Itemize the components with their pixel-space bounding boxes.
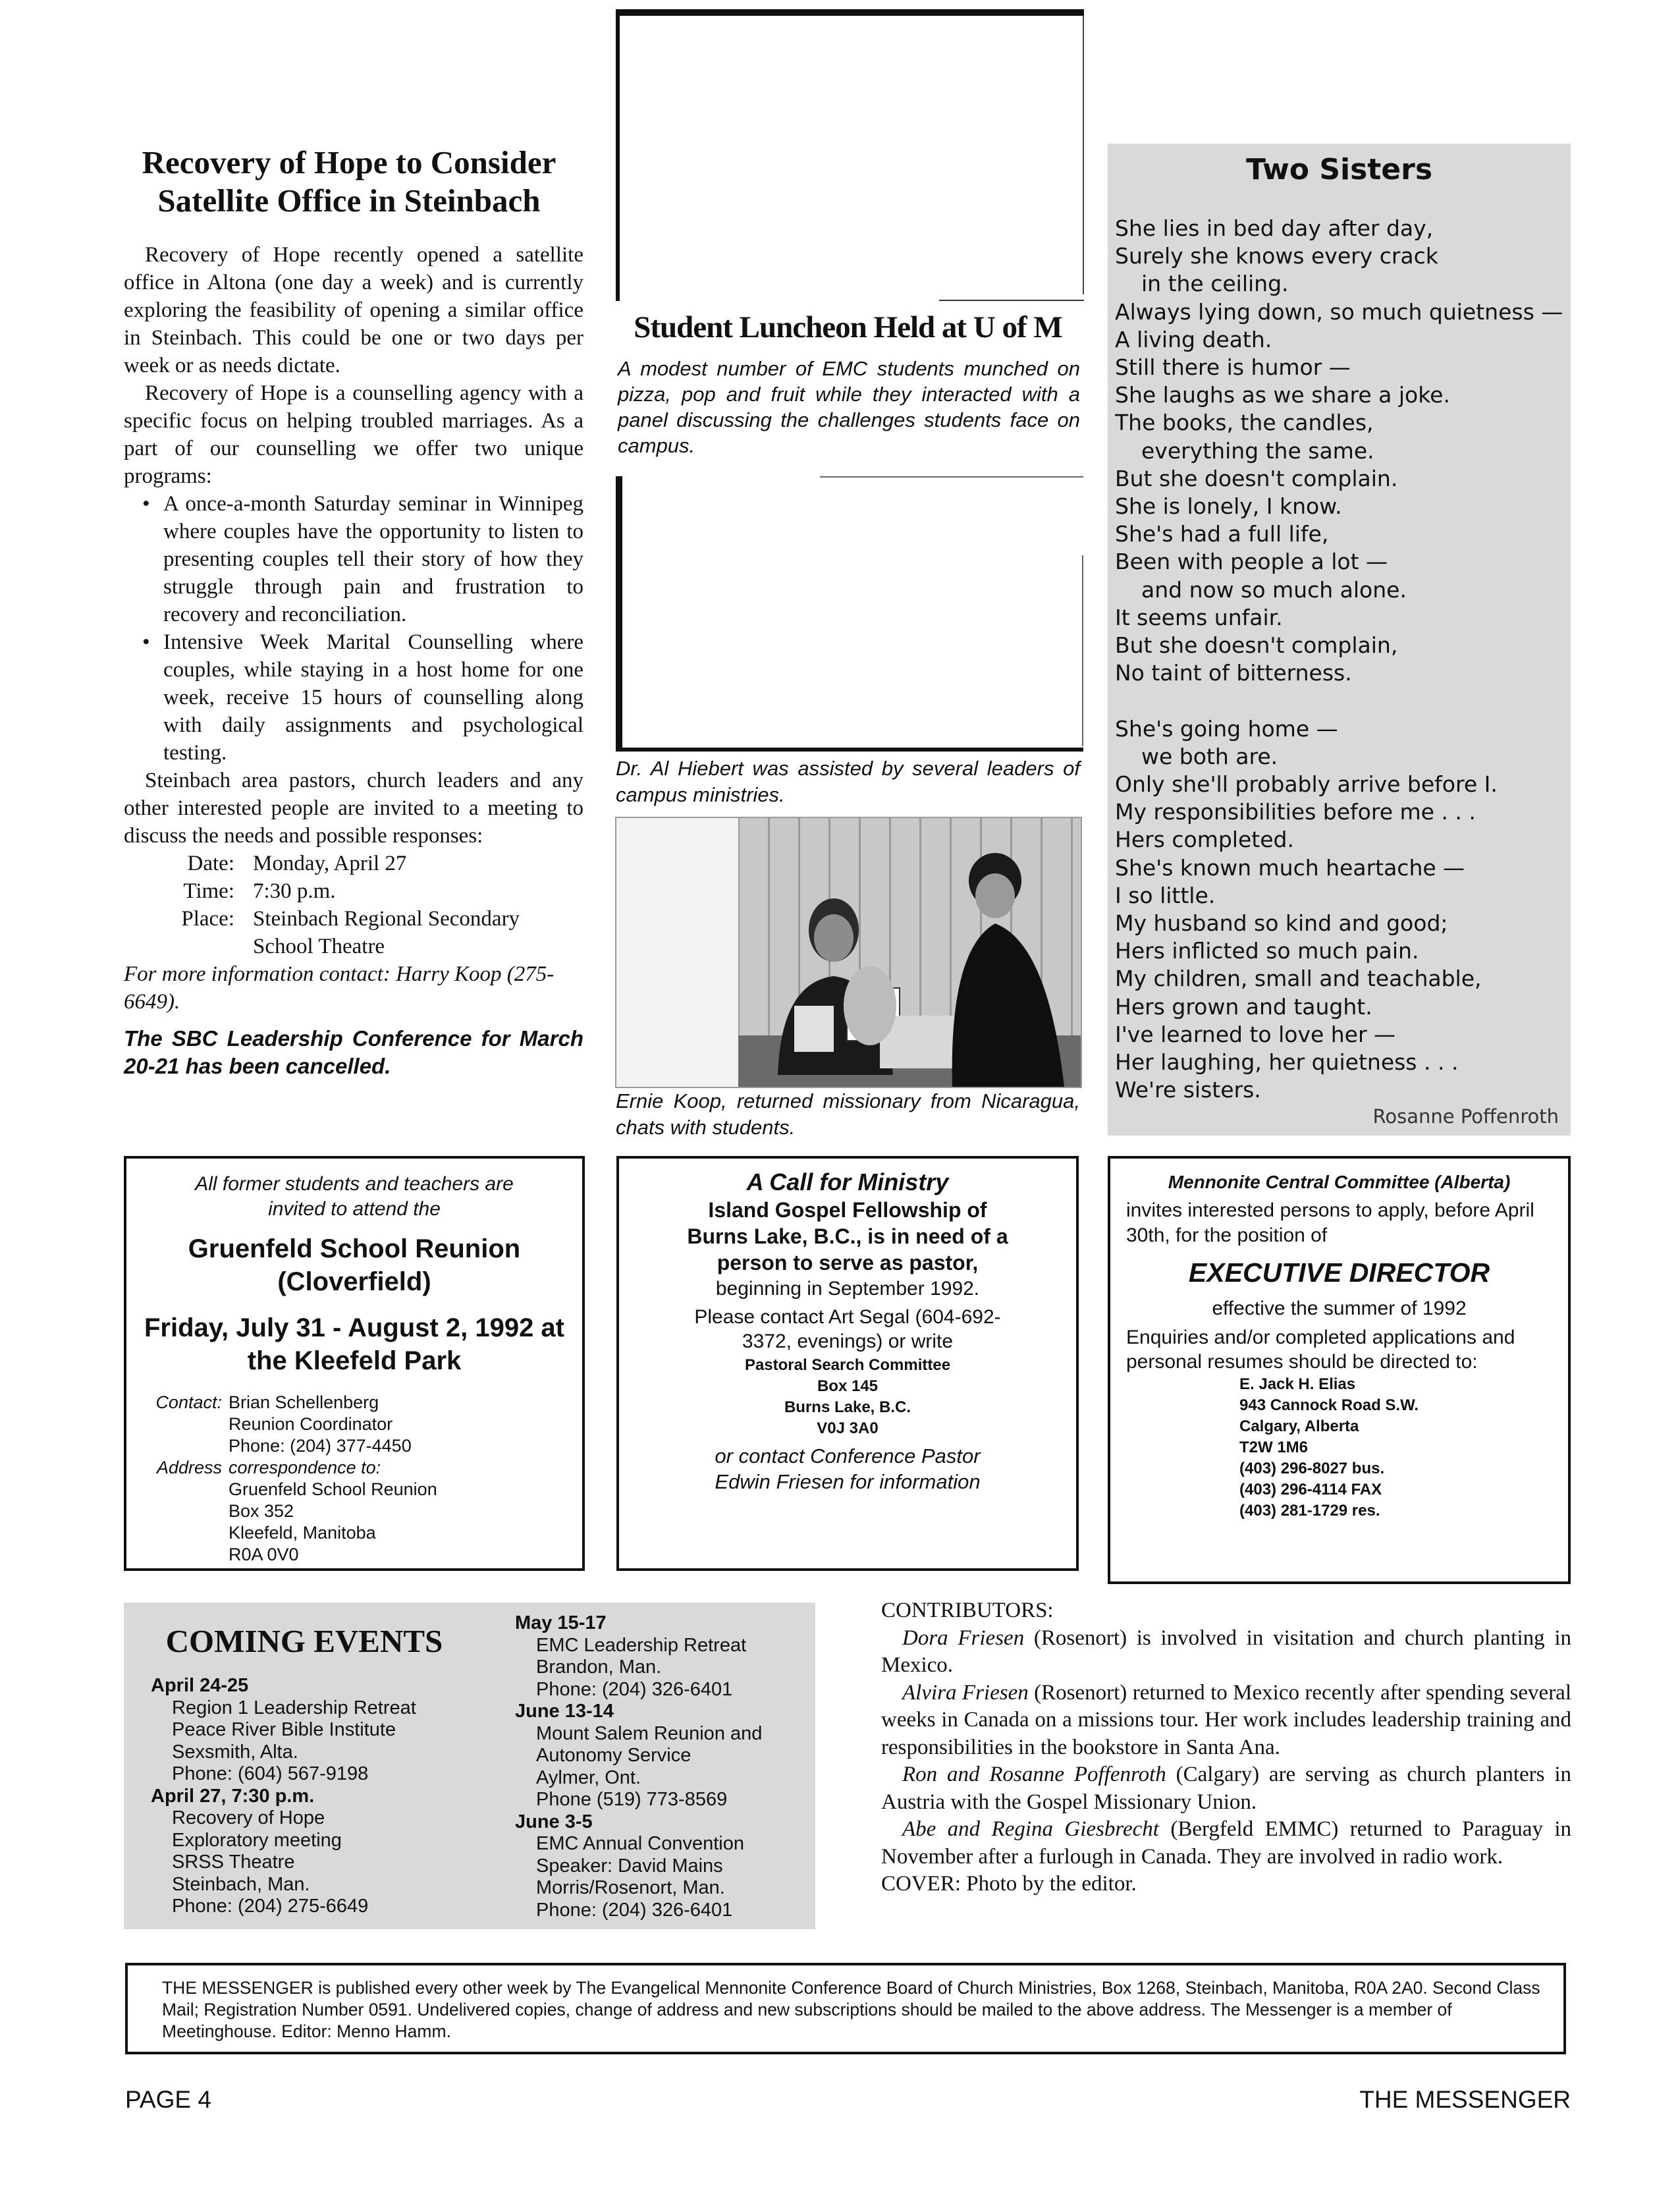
poem-line: We're sisters. bbox=[1115, 1077, 1261, 1103]
list-item: • Intensive Week Marital Counselling where couples, while staying in a host home for one week, receive 15 hours of counselling along with daily assignments and psychological testing. bbox=[163, 628, 583, 767]
poem-body bbox=[1115, 215, 1569, 1105]
ad-address bbox=[1110, 1374, 1568, 1522]
ad-begin: beginning in September 1992. bbox=[715, 1278, 980, 1300]
poem-line: I so little. bbox=[1115, 882, 1216, 908]
poem-line: Only she'll probably arrive before I. bbox=[1115, 771, 1498, 798]
article-title-recovery: Recovery of Hope to Consider Satellite Office in Steinbach bbox=[142, 144, 556, 219]
ad-alternate-contact: or contact Conference Pastor Edwin Friesen for information bbox=[715, 1444, 981, 1493]
article-body-student-luncheon: A modest number of EMC students munched on pizza, pop and fruit while they interacted with a panel discussing the challenges students face on campus. bbox=[618, 357, 1080, 457]
address-line: Pastoral Search Committee bbox=[744, 1356, 951, 1374]
ad-call-for-ministry bbox=[616, 1156, 1079, 1571]
contributor-entry bbox=[881, 1761, 1571, 1816]
event-line: Sexsmith, Alta. bbox=[172, 1741, 298, 1763]
event-line: Autonomy Service bbox=[536, 1745, 691, 1766]
ad-gruenfeld-reunion bbox=[124, 1156, 585, 1571]
poem-line: Always lying down, so much quietness — bbox=[1115, 298, 1563, 325]
meeting-details bbox=[124, 850, 583, 960]
photo-image bbox=[616, 818, 1081, 1087]
event-line: SRSS Theatre bbox=[172, 1851, 295, 1873]
events-column-2 bbox=[515, 1612, 811, 1921]
poem-line: Still there is humor — bbox=[1115, 354, 1351, 381]
contributor-text: (Rosenort) returned to Mexico recently after spending several weeks in Canada on a missions tour. Her work includes leadership training and responsibilities in the bookstore in Santa Ana. bbox=[881, 1680, 1571, 1759]
place-label: Place: bbox=[181, 907, 234, 931]
paragraph: Steinbach area pastors, church leaders and any other interested people are invited to a meeting to discuss the needs and possible responses: bbox=[124, 769, 583, 848]
program-list bbox=[124, 490, 583, 767]
poem-line: My responsibilities before me . . . bbox=[1115, 799, 1476, 825]
poem-line: She's known much heartache — bbox=[1115, 854, 1465, 881]
paragraph: Recovery of Hope is a counselling agency with a specific focus on helping troubled marriages. As a part of our counselling we offer two unique programs: bbox=[124, 381, 583, 488]
poem-line: My husband so kind and good; bbox=[1115, 910, 1448, 937]
poem-line: She's going home — bbox=[1115, 715, 1338, 742]
ad-intro: invites interested persons to apply, before April 30th, for the position of bbox=[1126, 1199, 1534, 1246]
poem-line: everything the same. bbox=[1141, 437, 1374, 464]
address-line: R0A 0V0 bbox=[229, 1545, 299, 1564]
ad-address bbox=[619, 1355, 1076, 1439]
poem-line: Surely she knows every crack bbox=[1115, 243, 1438, 269]
time-label: Time: bbox=[183, 879, 234, 903]
publication-name: THE MESSENGER bbox=[1359, 2086, 1571, 2113]
time-value: 7:30 p.m. bbox=[253, 879, 336, 903]
photo-caption-hiebert: Dr. Al Hiebert was assisted by several leaders of campus ministries. bbox=[616, 757, 1080, 806]
contributors-heading: CONTRIBUTORS: bbox=[881, 1599, 1054, 1622]
ad-effective: effective the summer of 1992 bbox=[1212, 1298, 1467, 1319]
poem-line bbox=[1115, 687, 1569, 715]
contributor-entry bbox=[881, 1625, 1571, 1680]
events-column-1 bbox=[151, 1675, 467, 1918]
ad-position: EXECUTIVE DIRECTOR bbox=[1188, 1257, 1490, 1288]
poem-line: But she doesn't complain. bbox=[1115, 465, 1398, 491]
poem-line: in the ceiling. bbox=[1141, 271, 1289, 297]
contributor-name: Alvira Friesen bbox=[902, 1680, 1029, 1705]
event-date: June 3-5 bbox=[515, 1811, 593, 1832]
contact-lines bbox=[229, 1392, 582, 1457]
event-line: Phone: (204) 326-6401 bbox=[536, 1678, 733, 1700]
address-line: (403) 296-8027 bus. bbox=[1239, 1460, 1385, 1477]
contact-line: Reunion Coordinator bbox=[229, 1414, 393, 1434]
poem-line: It seems unfair. bbox=[1115, 604, 1283, 630]
photo-border bbox=[820, 476, 1083, 478]
poem-line: But she doesn't complain, bbox=[1115, 632, 1398, 659]
address-line: Burns Lake, B.C. bbox=[784, 1398, 911, 1416]
poem-line: Been with people a lot — bbox=[1115, 549, 1388, 575]
ad-contact-block bbox=[126, 1392, 582, 1566]
poem-line: She laughs as we share a joke. bbox=[1115, 382, 1450, 408]
poem-title: Two Sisters bbox=[1245, 153, 1433, 186]
page-number: PAGE 4 bbox=[125, 2086, 211, 2113]
event-line: Phone: (204) 275-6649 bbox=[172, 1896, 369, 1917]
event-line: Peace River Bible Institute bbox=[172, 1719, 396, 1740]
event-date: April 27, 7:30 p.m. bbox=[151, 1785, 315, 1807]
poem-line: and now so much alone. bbox=[1141, 576, 1407, 603]
event-line: Mount Salem Reunion and bbox=[536, 1722, 763, 1744]
contributor-entry bbox=[881, 1680, 1571, 1762]
poem-line: She's had a full life, bbox=[1115, 521, 1329, 547]
photo-border bbox=[939, 300, 1084, 301]
event-line: EMC Leadership Retreat bbox=[536, 1634, 747, 1656]
poem-line: Hers completed. bbox=[1115, 827, 1294, 853]
photo-koop-with-students bbox=[615, 817, 1082, 1088]
contributor-text: (Calgary) are serving as church planters in Austria with the Gospel Missionary Union. bbox=[881, 1763, 1571, 1814]
contact-line: Phone: (204) 377-4450 bbox=[229, 1436, 412, 1456]
event-line: Exploratory meeting bbox=[172, 1829, 342, 1851]
contact-line: Brian Schellenberg bbox=[229, 1392, 379, 1412]
address-label: Address bbox=[156, 1458, 222, 1477]
contributor-text: (Rosenort) is involved in visitation and church planting in Mexico. bbox=[881, 1626, 1571, 1677]
event-line: Phone: (604) 567-9198 bbox=[172, 1763, 369, 1784]
event-line: Recovery of Hope bbox=[172, 1807, 325, 1828]
photo-placeholder-top bbox=[616, 9, 1084, 301]
ad-mcc-executive-director bbox=[1108, 1156, 1571, 1584]
date-label: Date: bbox=[187, 852, 234, 875]
address-line: 943 Cannock Road S.W. bbox=[1239, 1396, 1419, 1414]
ad-title: Gruenfeld School Reunion (Cloverfield) bbox=[188, 1234, 521, 1296]
address-line: Kleefeld, Manitoba bbox=[229, 1523, 376, 1543]
event-date: April 24-25 bbox=[151, 1675, 249, 1696]
address-line: (403) 281-1729 res. bbox=[1239, 1502, 1380, 1520]
contributor-name: Ron and Rosanne Poffenroth bbox=[902, 1763, 1166, 1786]
event-date: May 15-17 bbox=[515, 1612, 607, 1633]
event-line: EMC Annual Convention bbox=[536, 1833, 744, 1854]
poem-line: we both are. bbox=[1141, 743, 1278, 769]
address-line: Box 352 bbox=[229, 1501, 294, 1521]
publication-info-box: THE MESSENGER is published every other week by The Evangelical Mennonite Conference Board of Church Ministries, Box 1268, Steinbach, Manitoba, R0A 2A0. Second Class Mail; Registration Number 0591. Undelivered copies, change of address and new subscriptions should be mailed to the above address. The Messenger is a member of Meetinghouse. Editor: Menno Hamm. bbox=[125, 1963, 1566, 2054]
poem-line: No taint of bitterness. bbox=[1115, 660, 1352, 686]
address-line: T2W 1M6 bbox=[1239, 1439, 1309, 1456]
contact-label: Contact: bbox=[155, 1392, 222, 1412]
poem-line: A living death. bbox=[1115, 326, 1272, 352]
poem-author: Rosanne Poffenroth bbox=[1372, 1105, 1559, 1128]
address-line: Box 145 bbox=[817, 1377, 879, 1395]
address-note: correspondence to: bbox=[229, 1458, 381, 1477]
ad-dates: Friday, July 31 - August 2, 1992 at the Kleefeld Park bbox=[144, 1313, 564, 1375]
photo-border bbox=[1083, 16, 1084, 294]
list-item: • A once-a-month Saturday seminar in Winnipeg where couples have the opportunity to listen to presenting couples tell their story of how they struggle through pain and frustration to recovery and reconciliation. bbox=[163, 490, 583, 628]
poem-line: She is lonely, I know. bbox=[1115, 493, 1342, 520]
paragraph: Recovery of Hope recently opened a satellite office in Altona (one day a week) and is currently exploring the feasibility of opening a similar office in Steinbach. This could be one or two days per week or as needs dictate. bbox=[124, 243, 583, 377]
event-line: Speaker: David Mains bbox=[536, 1855, 723, 1877]
contributors-section bbox=[881, 1597, 1571, 1898]
ad-org: Mennonite Central Committee (Alberta) bbox=[1168, 1172, 1511, 1192]
contributor-entry bbox=[881, 1816, 1571, 1871]
place-value: Steinbach Regional Secondary School Theatre bbox=[253, 907, 520, 958]
ad-contact: Please contact Art Segal (604-692-3372, evenings) or write bbox=[694, 1306, 1001, 1352]
address-line: V0J 3A0 bbox=[817, 1419, 879, 1437]
coming-events-title: COMING EVENTS bbox=[165, 1623, 443, 1659]
event-line: Phone (519) 773-8569 bbox=[536, 1789, 728, 1810]
address-line: Gruenfeld School Reunion bbox=[229, 1479, 437, 1499]
cover-credit: COVER: Photo by the editor. bbox=[881, 1872, 1137, 1896]
address-lines bbox=[229, 1457, 582, 1566]
photo-caption-koop: Ernie Koop, returned missionary from Nicaragua, chats with students. bbox=[616, 1089, 1080, 1139]
address-line: Calgary, Alberta bbox=[1239, 1417, 1359, 1435]
poem-line: My children, small and teachable, bbox=[1115, 966, 1482, 992]
ad-title: A Call for Ministry bbox=[746, 1168, 949, 1195]
contributor-name: Dora Friesen bbox=[902, 1626, 1025, 1650]
article-body-recovery bbox=[124, 241, 583, 1080]
event-date: June 13-14 bbox=[515, 1701, 614, 1722]
article-title-student-luncheon: Student Luncheon Held at U of M bbox=[634, 310, 1062, 344]
poem-line: Hers inflicted so much pain. bbox=[1115, 938, 1419, 964]
event-line: Steinbach, Man. bbox=[172, 1873, 310, 1895]
poem-line: She lies in bed day after day, bbox=[1115, 215, 1434, 241]
event-line: Region 1 Leadership Retreat bbox=[172, 1697, 416, 1718]
ad-org: Island Gospel Fellowship of Burns Lake, B.C., is in need of a person to serve as pastor, bbox=[687, 1198, 1008, 1275]
contact-info: For more information contact: Harry Koop (275-6649). bbox=[124, 962, 555, 1014]
event-line: Morris/Rosenort, Man. bbox=[536, 1877, 725, 1898]
sbc-cancellation-note: The SBC Leadership Conference for March 20-21 has been cancelled. bbox=[124, 1026, 583, 1078]
contributor-text: (Bergfeld EMMC) returned to Paraguay in November after a furlough in Canada. They are involved in radio work. bbox=[881, 1817, 1571, 1869]
poem-line: Her laughing, her quietness . . . bbox=[1115, 1049, 1459, 1076]
photo-placeholder-middle bbox=[616, 476, 1083, 752]
event-line: Phone: (204) 326-6401 bbox=[536, 1899, 733, 1921]
address-line: (403) 296-4114 FAX bbox=[1239, 1481, 1382, 1498]
poem-line: I've learned to love her — bbox=[1115, 1021, 1396, 1047]
poem-line: Hers grown and taught. bbox=[1115, 993, 1372, 1020]
event-line: Brandon, Man. bbox=[536, 1657, 662, 1678]
date-value: Monday, April 27 bbox=[253, 852, 407, 875]
photo-border bbox=[1082, 555, 1083, 746]
contributor-name: Abe and Regina Giesbrecht bbox=[902, 1817, 1159, 1841]
address-line: E. Jack H. Elias bbox=[1239, 1375, 1356, 1393]
poem-line: The books, the candles, bbox=[1115, 410, 1374, 436]
ad-enquiries: Enquiries and/or completed applications and personal resumes should be directed to: bbox=[1126, 1327, 1515, 1373]
event-line: Aylmer, Ont. bbox=[536, 1767, 641, 1788]
ad-intro: All former students and teachers are invited to attend the bbox=[195, 1173, 514, 1220]
